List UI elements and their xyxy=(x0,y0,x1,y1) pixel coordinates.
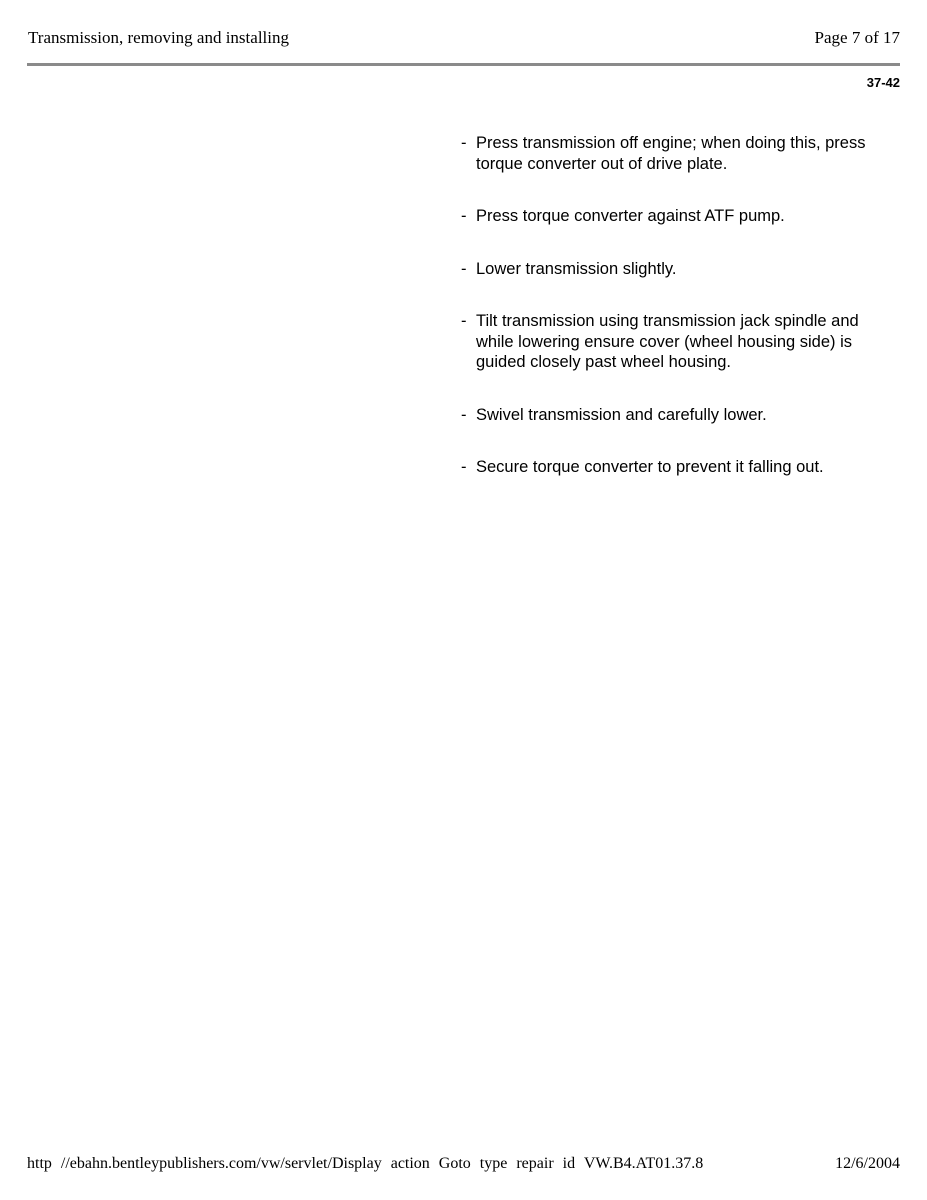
step-text: Lower transmission slightly. xyxy=(476,259,677,278)
step-text: Press transmission off engine; when doing this, press torque converter out of drive plate. xyxy=(476,134,866,173)
step-text: Tilt transmission using transmission jack spindle and while lowering ensure cover (wheel housing side) is guided closely past wheel housing. xyxy=(476,312,859,371)
procedure-step xyxy=(459,311,879,373)
procedure-steps-list xyxy=(459,133,879,510)
footer-url: http //ebahn.bentleypublishers.com/vw/servlet/Display action Goto type repair id VW.B4.AT01.37.8 xyxy=(27,1155,704,1172)
section-code: 37-42 xyxy=(866,75,900,90)
procedure-step xyxy=(459,133,879,174)
step-bullet: - xyxy=(461,312,467,330)
step-text: Swivel transmission and carefully lower. xyxy=(476,405,767,424)
page-indicator: Page 7 of 17 xyxy=(814,28,900,47)
procedure-step xyxy=(459,405,879,426)
step-bullet: - xyxy=(461,134,467,152)
document-title: Transmission, removing and installing xyxy=(28,28,289,47)
header-divider xyxy=(27,63,900,66)
step-bullet: - xyxy=(461,405,467,424)
procedure-step xyxy=(459,206,879,227)
step-text: Secure torque converter to prevent it falling out. xyxy=(476,458,824,476)
step-bullet: - xyxy=(461,207,467,225)
procedure-step xyxy=(459,457,879,478)
step-bullet: - xyxy=(461,259,467,278)
footer-date: 12/6/2004 xyxy=(835,1155,900,1172)
step-bullet: - xyxy=(461,458,467,476)
procedure-step xyxy=(459,259,879,280)
step-text: Press torque converter against ATF pump. xyxy=(476,207,785,225)
